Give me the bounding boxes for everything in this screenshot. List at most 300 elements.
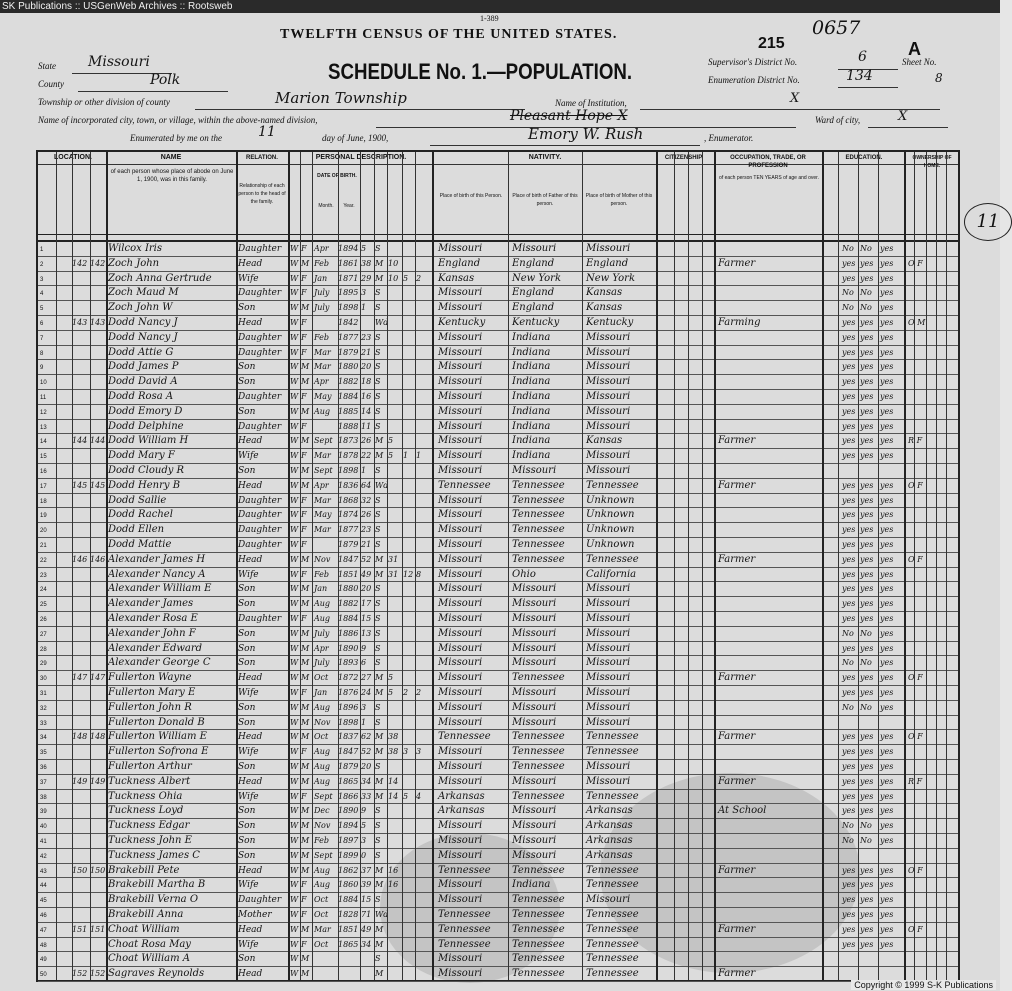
cell-yr: 1885 xyxy=(338,406,359,416)
cell-sex: M xyxy=(301,717,310,727)
cell-col: W xyxy=(290,836,299,845)
cell-mar: M xyxy=(375,732,384,742)
cell-pob: Missouri xyxy=(438,598,483,610)
cell-col: W xyxy=(290,599,299,609)
cell-read: yes xyxy=(842,421,856,431)
cell-yr: 1873 xyxy=(338,436,359,446)
cell-name: Dodd David A xyxy=(108,376,178,388)
cell-age: 5 xyxy=(361,244,367,253)
cell-read: yes xyxy=(842,732,856,742)
cell-dw: 142 xyxy=(72,258,88,268)
cell-mar: S xyxy=(375,406,381,416)
cell-rel: Son xyxy=(238,836,256,846)
group-education: EDUCATION. xyxy=(845,155,883,161)
cell-read: yes xyxy=(842,332,856,342)
cell-pob: Missouri xyxy=(438,775,483,787)
cell-write: No xyxy=(860,628,872,638)
cell-yr: 1871 xyxy=(338,273,359,283)
cell-name: Dodd Cloudy R xyxy=(108,465,185,476)
cell-mo: July xyxy=(314,288,330,298)
cell-mpob: Tennessee xyxy=(586,953,639,965)
cell-mpob: Missouri xyxy=(586,761,631,772)
cell-write: yes xyxy=(860,377,874,387)
cell-name: Fullerton Sofrona E xyxy=(108,746,209,758)
cell-write: No xyxy=(860,702,872,712)
cell-age: 1 xyxy=(361,466,367,475)
cell-yrs: 5 xyxy=(388,673,394,683)
cell-rel: Son xyxy=(238,303,256,314)
cell-sex: M xyxy=(301,466,310,475)
cell-age: 20 xyxy=(361,362,372,372)
cell-fam: 143 xyxy=(90,318,106,327)
cell-col: W xyxy=(290,273,299,283)
cell-n: 33 xyxy=(40,720,47,727)
cell-fpob: Tennessee xyxy=(512,909,565,920)
cell-eng: yes xyxy=(880,599,894,609)
cell-rel: Daughter xyxy=(238,288,282,299)
cell-mar: S xyxy=(375,362,381,372)
cell-pob: Missouri xyxy=(438,524,483,536)
cell-col: W xyxy=(290,436,299,446)
column-rule xyxy=(508,152,509,980)
census-row xyxy=(38,760,958,775)
cell-n: 28 xyxy=(40,646,47,653)
census-row xyxy=(38,627,958,642)
cell-mpob: Missouri xyxy=(586,672,631,684)
cell-age: 3 xyxy=(361,836,367,845)
cell-n: 26 xyxy=(40,617,47,623)
cell-write: yes xyxy=(860,599,874,609)
cell-age: 71 xyxy=(361,910,372,919)
reference-number: 0657 xyxy=(812,17,861,39)
cell-yr: 1884 xyxy=(338,392,359,401)
cell-fpob: Missouri xyxy=(512,820,557,832)
column-rule xyxy=(312,152,313,980)
cell-n: 10 xyxy=(40,380,47,387)
cell-fpob: Indiana xyxy=(512,391,551,402)
cell-rel: Son xyxy=(238,466,256,476)
cell-mar: S xyxy=(375,377,381,387)
cell-mar: S xyxy=(375,466,381,475)
cell-mar: S xyxy=(375,599,381,609)
cell-read: yes xyxy=(842,910,856,919)
cell-mo: Aug xyxy=(314,406,331,416)
cell-name: Alexander William E xyxy=(108,583,212,595)
cell-read: yes xyxy=(842,747,856,757)
cell-name: Fullerton John R xyxy=(108,701,192,713)
cell-yrs: 10 xyxy=(388,258,399,268)
cell-age: 64 xyxy=(361,480,372,490)
group-citizenship: CITIZENSHIP. xyxy=(664,155,704,161)
cell-read: yes xyxy=(842,776,856,786)
cell-sex: M xyxy=(301,836,310,845)
cell-eng: yes xyxy=(880,939,894,949)
group-occupation: OCCUPATION, TRADE, OR PROFESSION xyxy=(730,155,806,169)
cell-pob: Arkansas xyxy=(438,805,485,817)
census-row xyxy=(38,775,958,790)
cell-sex: M xyxy=(301,362,310,372)
cell-fpob: Tennessee xyxy=(512,539,565,550)
cell-mar: M xyxy=(375,969,384,979)
cell-col: W xyxy=(290,525,299,535)
cell-write: yes xyxy=(860,688,874,697)
cell-mo: Jan xyxy=(314,688,328,697)
cell-rel: Son xyxy=(238,628,256,639)
census-row xyxy=(38,272,958,287)
cell-write: yes xyxy=(860,495,874,505)
cell-read: yes xyxy=(842,347,856,357)
cell-mo: Mar xyxy=(314,495,331,505)
cell-mo: Aug xyxy=(314,747,331,757)
cell-pob: Missouri xyxy=(438,361,483,373)
cell-mar: M xyxy=(375,776,384,786)
cell-col: W xyxy=(290,717,299,727)
cell-read: yes xyxy=(842,510,856,520)
cell-write: yes xyxy=(860,747,874,757)
cell-yr: 1847 xyxy=(338,554,359,564)
cell-age: 52 xyxy=(361,747,372,757)
cell-col: W xyxy=(290,688,299,697)
cell-age: 23 xyxy=(361,332,372,342)
cell-col: W xyxy=(290,362,299,372)
census-row xyxy=(38,390,958,405)
cell-mar: S xyxy=(375,762,381,771)
cell-name: Dodd Nancy J xyxy=(108,317,178,328)
cell-write: yes xyxy=(860,791,874,801)
cell-mpob: Missouri xyxy=(586,331,631,343)
cell-mar: S xyxy=(375,584,381,594)
cell-pob: Missouri xyxy=(438,450,483,462)
cell-col: W xyxy=(290,466,299,475)
cell-read: No xyxy=(842,836,854,845)
column-rule xyxy=(674,152,675,980)
cell-write: yes xyxy=(860,880,874,890)
cell-age: 21 xyxy=(361,347,372,357)
cell-write: yes xyxy=(860,362,874,372)
cell-fpob: England xyxy=(512,287,555,299)
cell-yrs: 16 xyxy=(388,880,399,890)
cell-col: W xyxy=(290,540,299,549)
cell-sex: F xyxy=(301,510,307,520)
cell-read: yes xyxy=(842,273,856,283)
cell-pob: Tennessee xyxy=(438,479,491,491)
cell-mar: M xyxy=(375,569,384,579)
cell-mo: Sept xyxy=(314,436,333,446)
cell-write: yes xyxy=(860,614,874,623)
cell-mar: S xyxy=(375,495,381,505)
cell-read: yes xyxy=(842,495,856,505)
cell-eng: yes xyxy=(880,377,894,387)
cell-write: yes xyxy=(860,924,874,934)
cell-mpob: Tennessee xyxy=(586,923,639,935)
cell-rel: Daughter xyxy=(238,244,282,254)
cell-name: Alexander John F xyxy=(108,627,196,639)
cell-fpob: Tennessee xyxy=(512,509,565,521)
cell-write: yes xyxy=(860,406,874,416)
cell-ali: 2 xyxy=(416,688,422,697)
cell-mo: May xyxy=(314,510,332,520)
cell-pob: Missouri xyxy=(438,687,483,698)
cell-write: yes xyxy=(860,732,874,742)
cell-dw: 148 xyxy=(72,732,88,742)
city-label: Name of incorporated city, town, or village, within the above-named division, xyxy=(38,115,318,125)
cell-pob: Missouri xyxy=(438,376,483,388)
census-row xyxy=(38,449,958,464)
cell-yrs: 38 xyxy=(388,732,399,742)
cell-rel: Head xyxy=(238,258,263,269)
cell-mar: S xyxy=(375,525,381,535)
cell-col: W xyxy=(290,880,299,890)
cell-mo: Oct xyxy=(314,895,329,905)
cell-mar: S xyxy=(375,614,381,623)
cell-n: 42 xyxy=(40,853,47,860)
cell-sex: M xyxy=(301,554,310,564)
cell-name: Dodd James P xyxy=(108,361,179,373)
census-row xyxy=(38,938,958,953)
cell-mpob: Tennessee xyxy=(586,909,639,920)
cell-eng: yes xyxy=(880,525,894,535)
cell-age: 11 xyxy=(361,421,372,431)
cell-mo: Aug xyxy=(314,702,331,712)
cell-read: yes xyxy=(842,258,856,268)
cell-rel: Son xyxy=(238,599,256,610)
cell-col: W xyxy=(290,702,299,712)
cell-mpob: Arkansas xyxy=(586,849,633,861)
cell-mo: Aug xyxy=(314,865,331,875)
cell-yr: 1895 xyxy=(338,288,359,298)
cell-rel: Head xyxy=(238,865,263,876)
cell-occ: Farmer xyxy=(718,553,756,565)
cell-ch: 5 xyxy=(403,791,409,801)
cell-eng: yes xyxy=(880,865,894,875)
cell-eng: yes xyxy=(880,332,894,342)
cell-read: yes xyxy=(842,806,856,816)
cell-rel: Wife xyxy=(238,688,259,698)
cell-mar: S xyxy=(375,895,381,905)
cell-fam: 142 xyxy=(90,258,106,268)
census-row xyxy=(38,908,958,923)
census-row xyxy=(38,967,958,982)
cell-read: No xyxy=(842,303,854,313)
cell-fpob: Tennessee xyxy=(512,524,565,536)
sheet-letter: A xyxy=(908,39,921,59)
cell-rel: Head xyxy=(238,924,263,935)
cell-ch: 2 xyxy=(403,688,409,697)
cell-yr: 1842 xyxy=(338,318,359,327)
cell-rel: Son xyxy=(238,762,256,772)
cell-n: 25 xyxy=(40,602,47,609)
cell-mar: S xyxy=(375,303,381,313)
cell-dw: 143 xyxy=(72,318,88,327)
cell-age: 1 xyxy=(361,303,367,313)
cell-mpob: Missouri xyxy=(586,420,631,432)
cell-name: Alexander James H xyxy=(108,553,206,565)
cell-occ: Farmer xyxy=(718,923,756,935)
cell-fpob: Indiana xyxy=(512,420,551,432)
cell-yr: 1872 xyxy=(338,673,359,683)
cell-yr: 1898 xyxy=(338,717,359,727)
cell-rel: Daughter xyxy=(238,347,282,358)
cell-pob: England xyxy=(438,257,481,269)
cell-write: yes xyxy=(860,762,874,771)
cell-fpob: Tennessee xyxy=(512,790,565,802)
census-row xyxy=(38,790,958,805)
cell-age: 3 xyxy=(361,702,367,712)
cell-read: No xyxy=(842,821,854,831)
cell-write: No xyxy=(860,244,872,253)
cell-name: Tuckness Albert xyxy=(108,775,191,787)
cell-rel: Head xyxy=(238,776,263,787)
cell-mpob: California xyxy=(586,568,637,580)
cell-fpob: Tennessee xyxy=(512,864,565,876)
cell-name: Dodd Rosa A xyxy=(108,391,174,402)
cell-col: W xyxy=(290,850,299,860)
cell-sex: M xyxy=(301,762,310,771)
cell-mar: M xyxy=(375,673,384,683)
cell-sex: F xyxy=(301,318,307,327)
cell-name: Dodd Ellen xyxy=(108,524,165,536)
column-rule xyxy=(56,152,57,980)
cell-eng: yes xyxy=(880,318,894,327)
cell-sex: F xyxy=(301,614,307,623)
cell-name: Alexander Rosa E xyxy=(108,613,198,624)
cell-pob: Missouri xyxy=(438,568,483,580)
cell-fpob: Indiana xyxy=(512,405,551,417)
cell-eng: yes xyxy=(880,910,894,919)
group-personal: PERSONAL DESCRIPTION. xyxy=(315,154,407,161)
state-label: State xyxy=(38,61,56,71)
census-row xyxy=(38,508,958,523)
cell-yrs: 16 xyxy=(388,865,399,875)
cell-name: Choat William xyxy=(108,923,180,935)
cell-age: 20 xyxy=(361,762,372,771)
census-sheet xyxy=(0,13,1000,991)
cell-rel: Son xyxy=(238,406,256,417)
cell-mo: Apr xyxy=(314,244,329,253)
copyright-notice: Copyright © 1999 S-K Publications xyxy=(851,980,996,990)
cell-read: yes xyxy=(842,939,856,949)
census-row xyxy=(38,405,958,420)
cell-yr: 1865 xyxy=(338,776,359,786)
cell-mo: Mar xyxy=(314,347,331,357)
cell-fpob: Missouri xyxy=(512,243,557,254)
census-row xyxy=(38,360,958,375)
cell-yr: 1878 xyxy=(338,451,359,461)
cell-n: 36 xyxy=(40,765,47,771)
cell-rel: Head xyxy=(238,673,263,684)
cell-rel: Wife xyxy=(238,569,259,580)
cell-write: yes xyxy=(860,480,874,490)
cell-n: 32 xyxy=(40,705,47,712)
cell-sex: F xyxy=(301,747,307,757)
cell-write: yes xyxy=(860,554,874,564)
cell-mpob: Arkansas xyxy=(586,820,633,832)
cell-yrs: 10 xyxy=(388,273,399,283)
cell-name: Tuckness Edgar xyxy=(108,820,190,832)
cell-name: Sagraves Reynolds xyxy=(108,968,205,980)
cell-mpob: Arkansas xyxy=(586,805,633,817)
cell-sex: F xyxy=(301,939,307,949)
cell-eng: yes xyxy=(880,628,894,638)
cell-age: 26 xyxy=(361,436,372,446)
cell-eng: yes xyxy=(880,495,894,505)
cell-read: yes xyxy=(842,480,856,490)
census-row xyxy=(38,286,958,301)
cell-fpob: Ohio xyxy=(512,568,536,580)
cell-n: 30 xyxy=(40,676,47,683)
cell-name: Choat Rosa May xyxy=(108,938,191,950)
cell-pob: Missouri xyxy=(438,849,483,861)
cell-ch: 12 xyxy=(403,569,414,579)
cell-write: No xyxy=(860,821,872,831)
cell-name: Choat William A xyxy=(108,953,191,965)
cell-name: Fullerton Arthur xyxy=(108,761,192,772)
cell-mpob: Tennessee xyxy=(586,731,639,743)
cell-occ: Farmer xyxy=(718,435,756,447)
cell-mpob: Tennessee xyxy=(586,746,639,758)
cell-mar: S xyxy=(375,806,381,816)
cell-fpob: Indiana xyxy=(512,361,551,373)
cell-name: Zoch Anna Gertrude xyxy=(108,272,212,284)
cell-mo: Oct xyxy=(314,673,329,683)
cell-read: yes xyxy=(842,436,856,446)
cell-ch: 3 xyxy=(403,747,409,757)
cell-mpob: Tennessee xyxy=(586,790,639,802)
cell-fam: 152 xyxy=(90,969,106,979)
cell-mo: Oct xyxy=(314,939,329,949)
census-title: TWELFTH CENSUS OF THE UNITED STATES. xyxy=(280,27,618,42)
cell-mpob: Missouri xyxy=(586,598,631,610)
cell-eng: yes xyxy=(880,762,894,771)
cell-occ: Farmer xyxy=(718,864,756,876)
cell-read: No xyxy=(842,658,854,668)
cell-occ: Farmer xyxy=(718,479,756,491)
census-row xyxy=(38,952,958,967)
cell-mar: Wd xyxy=(375,910,389,919)
cell-name: Zoch Maud M xyxy=(108,287,179,299)
cell-n: 45 xyxy=(40,898,47,905)
supervisor-value: 6 xyxy=(858,49,867,65)
cell-sex: F xyxy=(301,288,307,298)
cell-sex: M xyxy=(301,732,310,742)
cell-pob: Missouri xyxy=(438,835,483,846)
column-rule xyxy=(702,152,703,980)
cell-mpob: Unknown xyxy=(586,539,635,550)
column-rule xyxy=(878,152,879,980)
cell-yr: 1860 xyxy=(338,880,359,890)
cell-write: No xyxy=(860,303,872,313)
cell-pob: Missouri xyxy=(438,539,483,550)
cell-fam: 148 xyxy=(90,732,106,742)
cell-eng: yes xyxy=(880,658,894,668)
cell-fpob: Missouri xyxy=(512,775,557,787)
cell-n: 37 xyxy=(40,779,47,786)
cell-pob: Missouri xyxy=(438,953,483,965)
cell-age: 0 xyxy=(361,850,367,860)
column-rule xyxy=(106,152,108,980)
cell-read: yes xyxy=(842,762,856,771)
cell-pob: Arkansas xyxy=(438,790,485,802)
cell-age: 15 xyxy=(361,614,372,623)
cell-mpob: Unknown xyxy=(586,494,635,506)
cell-rel: Wife xyxy=(238,791,259,802)
cell-n: 13 xyxy=(40,424,47,431)
column-rule xyxy=(360,152,361,980)
cell-eng: yes xyxy=(880,806,894,816)
cell-mar: M xyxy=(375,273,384,283)
cell-read: yes xyxy=(842,584,856,594)
cell-rel: Daughter xyxy=(238,392,282,402)
